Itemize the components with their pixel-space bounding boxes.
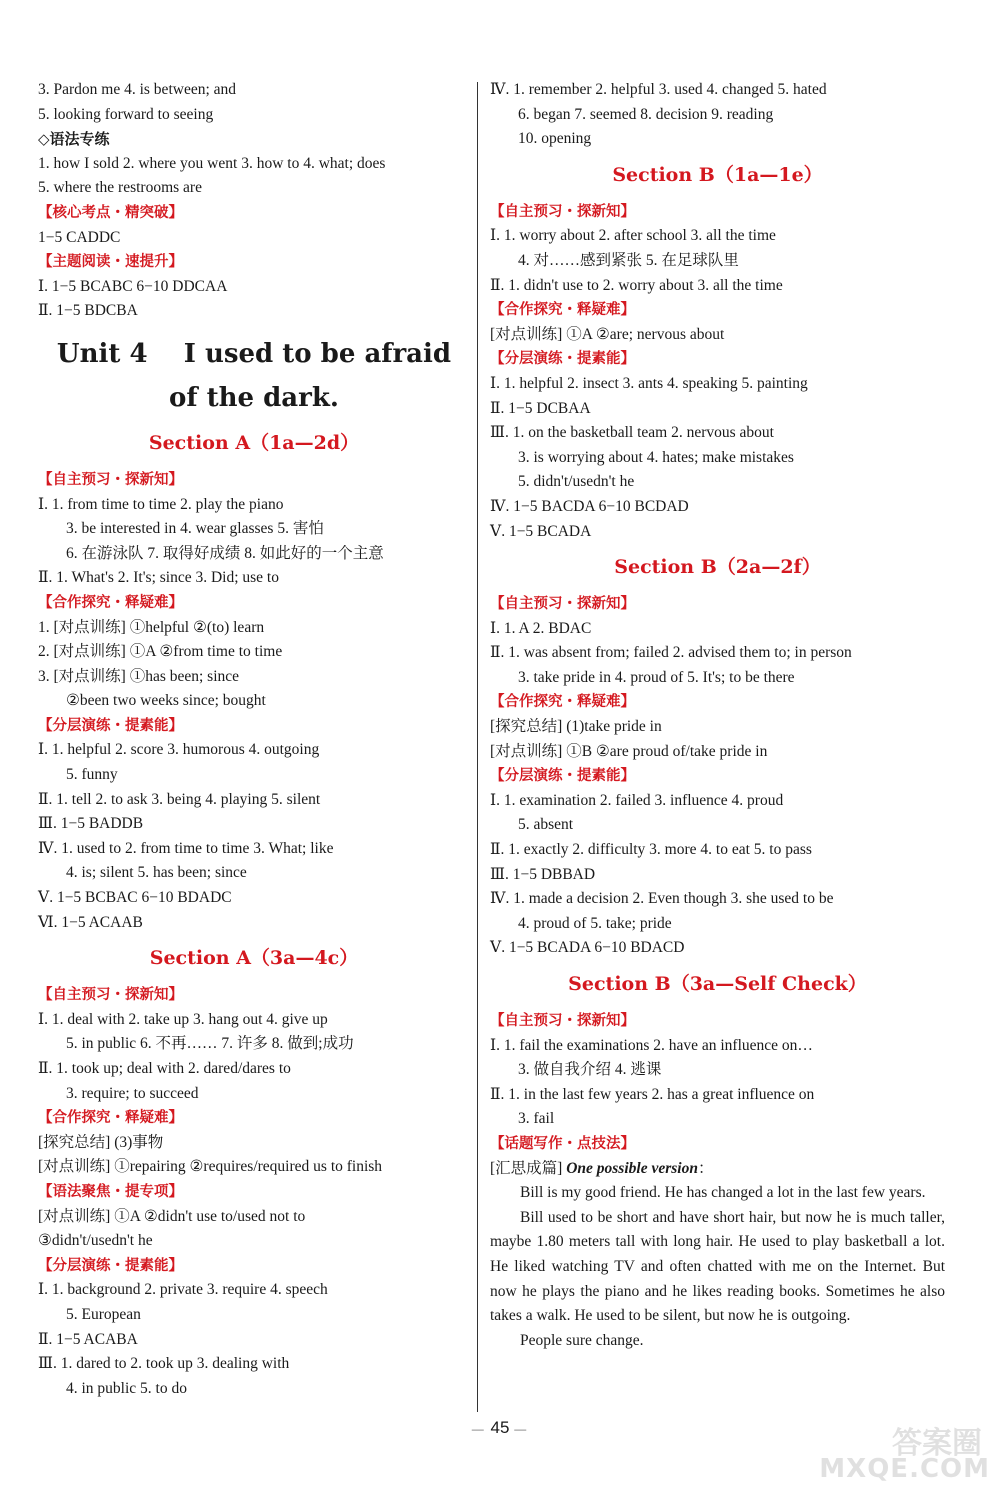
section-tag: 【分层演练・提素能】	[490, 351, 635, 368]
answer-line: 6. 在游泳队 7. 取得好成绩 8. 如此好的一个主意	[66, 544, 384, 562]
answer-line: 5. European	[66, 1305, 141, 1323]
answer-line: Ⅰ. 1. background 2. private 3. require 4. speech	[38, 1281, 328, 1299]
answer-line: 3. fail	[518, 1110, 555, 1128]
answer-line: Ⅵ. 1−5 ACAAB	[38, 913, 143, 931]
answer-line: Ⅳ. 1. made a decision 2. Even though 3. she used to be	[490, 890, 834, 908]
answer-line: Ⅲ. 1. on the basketball team 2. nervous about	[490, 424, 774, 442]
answer-line: Ⅰ. 1. helpful 2. score 3. humorous 4. outgoing	[38, 741, 320, 759]
section-tag: 【话题写作・点技法】	[490, 1135, 635, 1152]
answer-line: 3. [对点训练] ①has been; since	[38, 667, 240, 685]
answer-line: [对点训练] ①A ②didn't use to/used not to	[38, 1207, 306, 1225]
section-tag: 【分层演练・提素能】	[490, 768, 635, 785]
answer-line: Ⅴ. 1−5 BCBAC 6−10 BDADC	[38, 889, 232, 907]
answer-line: 3. require; to succeed	[66, 1084, 199, 1102]
answer-line: 1−5 CADDC	[38, 228, 121, 246]
answer-line: [对点训练] ①B ②are proud of/take pride in	[490, 742, 768, 760]
answer-line: Ⅳ. 1−5 BACDA 6−10 BCDAD	[490, 497, 689, 515]
answer-line: Ⅰ. 1. worry about 2. after school 3. all the time	[490, 227, 776, 245]
answer-line: ③didn't/usedn't he	[38, 1232, 153, 1250]
answer-line: 10. opening	[518, 130, 592, 148]
section-tag: 【自主预习・探新知】	[38, 471, 183, 488]
answer-line: 1. how I sold 2. where you went 3. how to 4. what; does	[38, 154, 386, 172]
watermark-logo	[815, 1418, 990, 1484]
section-title: Section A（1a—2d）	[148, 431, 360, 454]
answer-line: 3. be interested in 4. wear glasses 5. 害怕	[66, 520, 324, 538]
answer-line: Ⅳ. 1. used to 2. from time to time 3. What; like	[38, 839, 334, 857]
section-tag: 【语法聚焦・提专项】	[38, 1183, 183, 1200]
answer-line: 5. in public 6. 不再…… 7. 许多 8. 做到;成功	[66, 1035, 354, 1053]
section-title: Section B（2a—2f）	[614, 556, 821, 579]
watermark-chinese: 答案圈	[892, 1426, 982, 1461]
unit-title-line2: of the dark.	[169, 382, 339, 413]
answer-line: 2. [对点训练] ①A ②from time to time	[38, 643, 283, 661]
right-column	[490, 78, 945, 1353]
section-tag: 【合作探究・释疑难】	[38, 594, 183, 611]
essay-paragraph: Bill is my good friend. He has changed a lot in the last few years.	[520, 1184, 926, 1202]
answer-line: Ⅰ. 1. helpful 2. insect 3. ants 4. speaking 5. painting	[490, 374, 808, 392]
answer-line: Ⅱ. 1. exactly 2. difficulty 3. more 4. to eat 5. to pass	[490, 841, 812, 859]
answer-line: Ⅱ. 1. was absent from; failed 2. advised them to; in person	[490, 644, 852, 662]
section-tag: 【主题阅读・速提升】	[38, 254, 183, 271]
answer-line: 4. is; silent 5. has been; since	[66, 864, 247, 882]
answer-line: 3. Pardon me 4. is between; and	[38, 81, 237, 98]
answer-line: 5. where the restrooms are	[38, 179, 202, 197]
answer-line: Ⅰ. 1. A 2. BDAC	[490, 619, 592, 637]
section-tag: 【自主预习・探新知】	[490, 1013, 635, 1029]
possible-version-label: One possible version	[566, 1159, 698, 1177]
answer-line: Ⅱ. 1−5 DCBAA	[490, 399, 591, 417]
section-tag: 【核心考点・精突破】	[38, 204, 183, 221]
page-number-value: 45	[490, 1418, 510, 1437]
section-tag: 【自主预习・探新知】	[490, 203, 635, 220]
grammar-practice-heading: ◇语法专练	[38, 130, 110, 149]
essay-paragraph: People sure change.	[520, 1331, 644, 1349]
answer-line: [探究总结] (1)take pride in	[490, 718, 662, 736]
answer-line: Ⅰ. 1. examination 2. failed 3. influence 4. proud	[490, 791, 784, 809]
section-title: Section B（1a—1e）	[612, 163, 823, 186]
answer-line: 3. is worrying about 4. hates; make mistakes	[518, 448, 794, 466]
answer-line: Ⅰ. 1. from time to time 2. play the piano	[38, 495, 284, 513]
answer-line: Ⅰ. 1. deal with 2. take up 3. hang out 4. give up	[38, 1010, 328, 1028]
colon: ：	[697, 1159, 714, 1177]
answer-line: Ⅱ. 1. tell 2. to ask 3. being 4. playing 5. silent	[38, 790, 321, 808]
section-tag: 【分层演练・提素能】	[38, 1257, 183, 1274]
section-title: Section A（3a—4c）	[149, 947, 359, 970]
answer-line: Ⅰ. 1. fail the examinations 2. have an influence on…	[490, 1036, 813, 1054]
page-dash: —	[514, 1422, 529, 1436]
writing-lead-label: [汇思成篇]	[490, 1159, 563, 1177]
essay-paragraph: Bill used to be short and have short hair, but now he is much taller, maybe 1.80 meters tall with long hair. He used to play basketball a lot. He liked watching TV and often chatted with me on the Internet. But now he plays the piano and he likes reading books. Sometimes he also takes a walk. He used to be silent, but now he is outgoing.	[490, 1208, 945, 1325]
section-tag: 【分层演练・提素能】	[38, 717, 183, 734]
answer-line: 5. didn't/usedn't he	[518, 473, 635, 491]
answer-line: Ⅱ. 1. What's 2. It's; since 3. Did; use to	[38, 569, 279, 587]
section-title: Section B（3a—Self Check）	[568, 973, 867, 995]
answer-line: Ⅲ. 1−5 BADDB	[38, 815, 144, 833]
answer-line: Ⅱ. 1. took up; deal with 2. dared/dares to	[38, 1060, 291, 1077]
answer-line: 3. take pride in 4. proud of 5. It's; to be there	[518, 668, 795, 686]
section-tag: 【自主预习・探新知】	[38, 987, 183, 1004]
page-dash: —	[471, 1422, 486, 1436]
section-tag: 【合作探究・释疑难】	[490, 694, 635, 711]
answer-line: Ⅰ. 1−5 BCABC 6−10 DDCAA	[38, 277, 228, 295]
answer-line: [探究总结] (3)事物	[38, 1133, 164, 1151]
answer-line: Ⅱ. 1−5 ACABA	[38, 1330, 138, 1348]
answer-line: Ⅲ. 1−5 DBBAD	[490, 865, 596, 883]
answer-line: 5. funny	[66, 766, 118, 784]
answer-line: 5. absent	[518, 816, 574, 834]
answer-line: [对点训练] ①repairing ②requires/required us to finish	[38, 1158, 383, 1176]
answer-line: [对点训练] ①A ②are; nervous about	[490, 325, 725, 343]
answer-line: 4. proud of 5. take; pride	[518, 914, 672, 932]
answer-line: 3. 做自我介绍 4. 逃课	[518, 1061, 662, 1079]
writing-lead	[490, 1157, 945, 1182]
section-tag: 【合作探究・释疑难】	[38, 1110, 183, 1127]
section-tag: 【自主预习・探新知】	[490, 596, 635, 613]
answer-line: Ⅴ. 1−5 BCADA	[490, 522, 592, 540]
unit-title: Unit 4 I used to be afraid	[56, 338, 452, 369]
answer-line: 4. in public 5. to do	[66, 1379, 187, 1397]
answer-line: Ⅱ. 1. didn't use to 2. worry about 3. all the time	[490, 276, 783, 294]
answer-line: ②been two weeks since; bought	[66, 692, 266, 710]
answer-line: Ⅱ. 1−5 BDCBA	[38, 302, 138, 320]
left-column	[38, 78, 470, 1401]
answer-line: Ⅲ. 1. dared to 2. took up 3. dealing with	[38, 1355, 290, 1373]
answer-line: 1. [对点训练] ①helpful ②(to) learn	[38, 618, 265, 636]
answer-line: 4. 对……感到紧张 5. 在足球队里	[518, 251, 739, 269]
section-tag: 【合作探究・释疑难】	[490, 302, 635, 319]
column-divider	[477, 82, 478, 1412]
answer-line: Ⅳ. 1. remember 2. helpful 3. used 4. changed 5. hated	[490, 81, 827, 98]
watermark-url: MXQE.COM	[819, 1454, 990, 1484]
answer-line: 6. began 7. seemed 8. decision 9. reading	[518, 105, 774, 123]
answer-line: Ⅱ. 1. in the last few years 2. has a great influence on	[490, 1085, 815, 1103]
answer-line: Ⅴ. 1−5 BCADA 6−10 BDACD	[490, 939, 685, 957]
answer-line: 5. looking forward to seeing	[38, 105, 214, 123]
